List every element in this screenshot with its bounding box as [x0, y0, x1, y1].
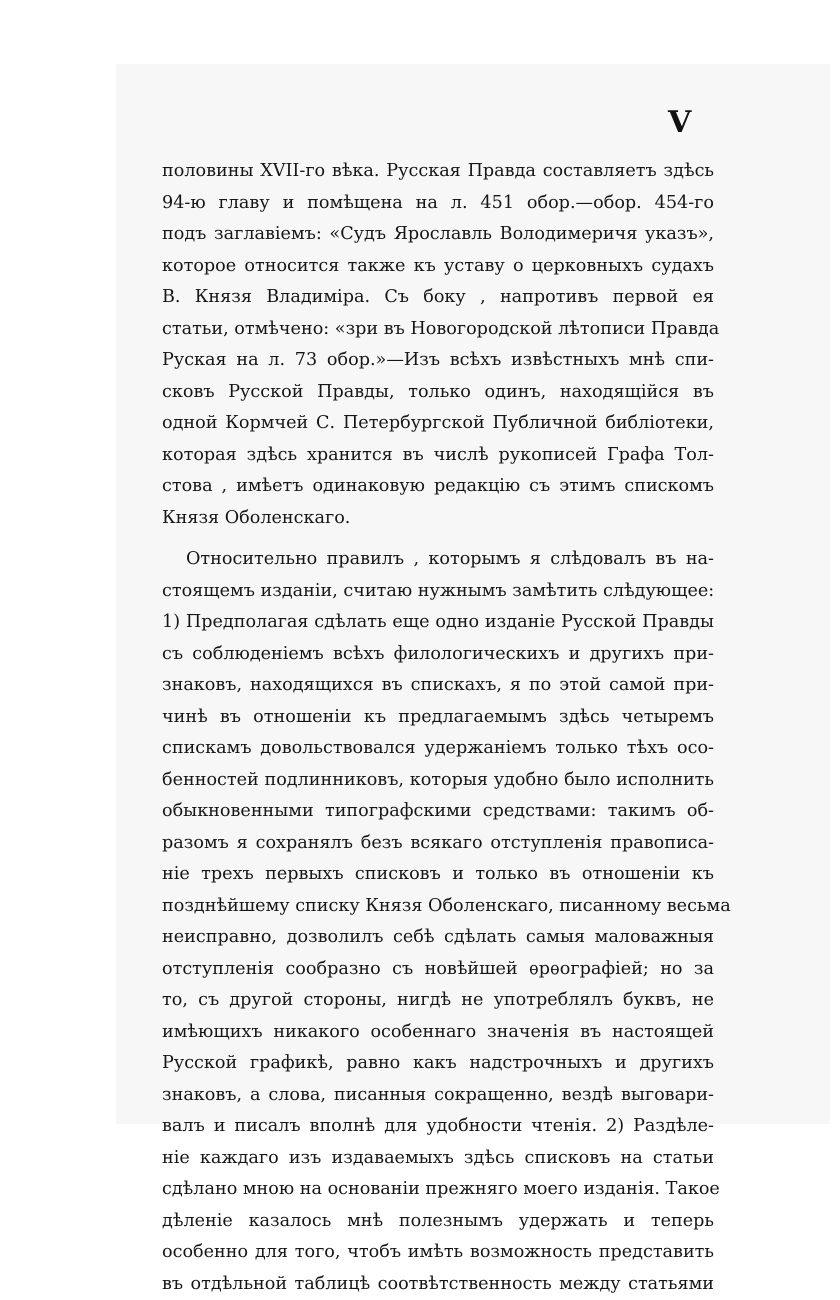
text-line: половины XVII-го вѣка. Русская Правда составляетъ здѣсь: [162, 156, 714, 188]
text-line: ніе каждаго изъ издаваемыхъ здѣсь списковъ на статьи: [162, 1143, 714, 1175]
text-line: разомъ я сохранялъ безъ всякаго отступленія правописа-: [162, 828, 714, 860]
text-line: статьи, отмѣчено: «зри въ Новогородской лѣтописи Правда: [162, 314, 714, 346]
text-line: имѣющихъ никакого особеннаго значенія въ настоящей: [162, 1017, 714, 1049]
text-line: которое относится также къ уставу о церковныхъ судахъ: [162, 251, 714, 283]
text-line: которая здѣсь хранится въ числѣ рукописей Графа Тол-: [162, 440, 714, 472]
text-line: знаковъ, а слова, писанныя сокращенно, вездѣ выговари-: [162, 1080, 714, 1112]
text-line: Русской графикѣ, равно какъ надстрочныхъ и другихъ: [162, 1048, 714, 1080]
text-line: Относительно правилъ , которымъ я слѣдовалъ въ на-: [162, 544, 714, 576]
text-line: обыкновенными типографскими средствами: такимъ об-: [162, 796, 714, 828]
text-line: дѣленіе казалось мнѣ полезнымъ удержать и теперь: [162, 1206, 714, 1238]
text-line: стоящемъ изданіи, считаю нужнымъ замѣтить слѣдующее:: [162, 576, 714, 608]
body-text: [162, 156, 714, 1300]
text-line: спискамъ довольствовался удержаніемъ только тѣхъ осо-: [162, 733, 714, 765]
text-line: В. Князя Владиміра. Съ боку , напротивъ первой ея: [162, 282, 714, 314]
text-line: Руская на л. 73 обор.»—Изъ всѣхъ извѣстныхъ мнѣ спи-: [162, 345, 714, 377]
text-line: знаковъ, находящихся въ спискахъ, я по этой самой при-: [162, 670, 714, 702]
text-line: сдѣлано мною на основаніи прежняго моего изданія. Такое: [162, 1174, 714, 1206]
text-line: чинѣ въ отношеніи къ предлагаемымъ здѣсь четыремъ: [162, 702, 714, 734]
text-line: одной Кормчей С. Петербургской Публичной библіотеки,: [162, 408, 714, 440]
text-line: сковъ Русской Правды, только одинъ, находящійся въ: [162, 377, 714, 409]
text-line: Князя Оболенскаго.: [162, 503, 714, 535]
text-line: позднѣйшему списку Князя Оболенскаго, писанному весьма: [162, 891, 714, 923]
text-line: съ соблюденіемъ всѣхъ филологическихъ и другихъ при-: [162, 639, 714, 671]
text-line: бенностей подлинниковъ, которыя удобно было исполнить: [162, 765, 714, 797]
paragraph-1: [162, 156, 714, 534]
text-line: ніе трехъ первыхъ списковъ и только въ отношеніи къ: [162, 859, 714, 891]
text-line: стова , имѣетъ одинаковую редакцію съ этимъ спискомъ: [162, 471, 714, 503]
text-line: въ отдѣльной таблицѣ соотвѣтственность между статьями: [162, 1269, 714, 1300]
text-line: 1) Предполагая сдѣлать еще одно изданіе Русской Правды: [162, 607, 714, 639]
paragraph-2: [162, 544, 714, 1300]
text-line: неисправно, дозволилъ себѣ сдѣлать самыя маловажныя: [162, 922, 714, 954]
text-line: то, съ другой стороны, нигдѣ не употреблялъ буквъ, не: [162, 985, 714, 1017]
text-line: 94-ю главу и помѣщена на л. 451 обор.—обор. 454-го: [162, 188, 714, 220]
text-line: особенно для того, чтобъ имѣть возможность представить: [162, 1237, 714, 1269]
page-number: V: [668, 108, 691, 138]
text-line: отступленія сообразно съ новѣйшей ѳрѳографіей; но за: [162, 954, 714, 986]
text-line: подъ заглавіемъ: «Судъ Ярославль Володимеричя указъ»,: [162, 219, 714, 251]
text-line: валъ и писалъ вполнѣ для удобности чтенія. 2) Раздѣле-: [162, 1111, 714, 1143]
